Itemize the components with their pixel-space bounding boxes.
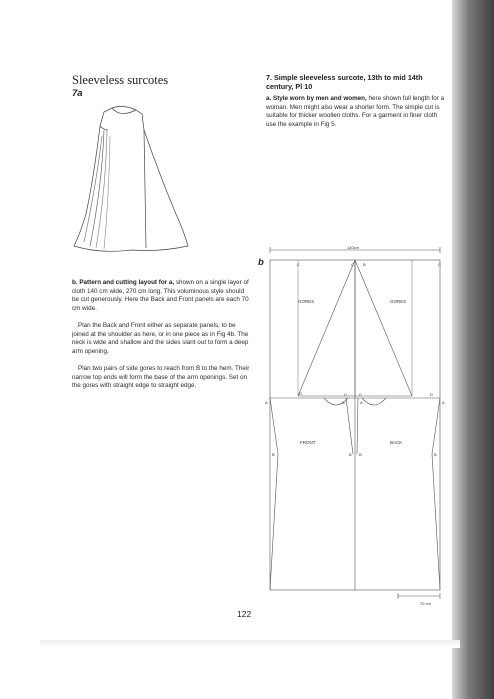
cloth-width-label: 140cm [347,246,360,250]
book-gutter-shadow [452,0,494,699]
page-title: Sleeveless surcotes [72,73,169,87]
point-b-mid-left: B [349,452,352,457]
section-b-paragraph-1 [72,279,252,314]
point-a-right: A [442,400,445,405]
point-d-right: D [430,392,433,397]
point-c-top-left: C [297,262,300,267]
point-a-left: A [265,400,268,405]
section-7a-paragraph [266,95,446,130]
point-a-mid-right: A [360,400,363,405]
point-c-top-mid: C [351,262,354,267]
section-7-heading: 7. Simple sleeveless surcote, 13th to mid 14th century, Pl 10 [266,73,423,91]
point-c-mid-right: C [359,392,362,397]
gores-right-label: GORES [390,299,407,304]
page-number: 122 [237,609,252,619]
point-b-top-mid: B [363,262,366,267]
section-b-paragraph-2: Plan the Back and Front either as separate panels, to be joined at the shoulder as here, or in one piece as in Fig 4b. The neck is wide and shallow and the sides slant out to form a deep arm opening. [72,322,249,356]
section-7a-lead: a. Style worn by men and women, [266,95,367,102]
section-7a-text: here shown full length for a woman. Men might also wear a shorter form. The simple cut is suitable for thicker woollen cloths. For a garment in finer cloth use the example in Fig 5. [266,95,445,129]
section-b-text-1: shown on a single layer of cloth 140 cm wide, 270 cm long. This voluminous style should be cut generously. Here the Back and Front panels are each 70 cm wide. [72,279,249,313]
point-b-mid-right: B [359,452,362,457]
point-b-right: B [434,452,437,457]
section-b-lead: b. Pattern and cutting layout for a, [72,279,175,286]
scale-bar-label: 70 cm [420,601,431,606]
point-d-left: D [299,391,302,396]
figure-a-label: 7a [72,88,83,99]
point-c-mid-left: C [344,392,347,397]
front-panel-label: FRONT [300,440,316,445]
gores-left-label: GORES [298,299,315,304]
figure-b-label: b [258,257,264,268]
page-edge-shadow [40,640,460,648]
point-b-left: B [272,452,275,457]
back-panel-label: BACK [390,440,403,445]
point-a-mid-left: A [342,400,345,405]
cutting-layout-diagram [262,246,452,608]
section-b-paragraph-3: Plan two pairs of side gores to reach from B to the hem. Their narrow top ends will form the base of the arm openings. Set on the gores with straight edge to straight edge. [72,365,250,390]
surcote-illustration [60,96,200,256]
point-c-top-right: C [438,262,441,267]
